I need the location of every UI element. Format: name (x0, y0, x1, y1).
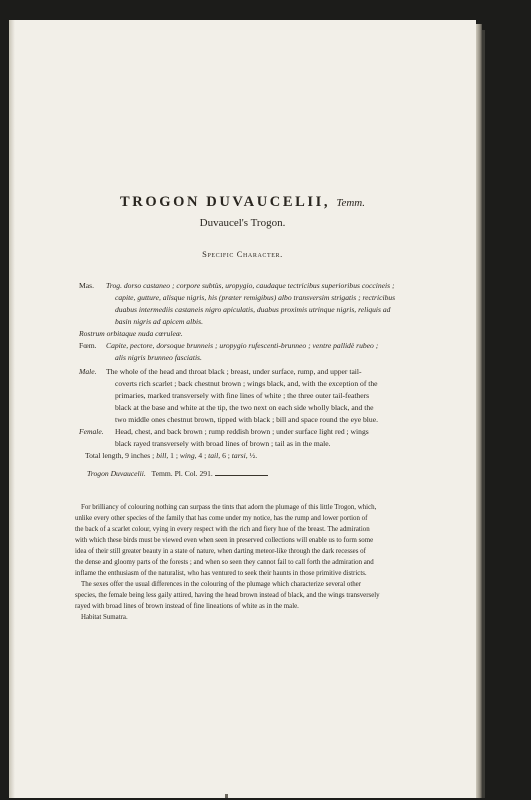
paragraph-line: For brilliancy of colouring nothing can surpass the tints that adorn the plumage of this little Trogon, which, (81, 504, 377, 511)
mas-line: duabus intermediis castaneis nigro apiculatis, duabus proximis utrinque nigris, reliquis ad (115, 305, 391, 314)
male-label: Male. (79, 367, 97, 376)
page-edge (482, 30, 485, 798)
paragraph-line: rayed with broad lines of brown instead of fine lineations of white as in the male. (75, 603, 299, 610)
species-title (9, 194, 476, 211)
paragraph-line: with which these birds must be viewed even when seen in preserved collections will enable us to form some (75, 537, 374, 544)
section-rule (215, 475, 268, 476)
male-line: black at the base and white at the tip, the two next on each side wholly black, and the (115, 403, 374, 412)
page-gutter (9, 20, 15, 798)
title-genus: TROGON DUVAUCELII, (120, 194, 331, 210)
total-length: Total length, 9 inches ; bill, 1 ; wing, 4 ; tail, 6 ; tarsi, ½. (85, 451, 258, 460)
female-line: black rayed transversely with broad lines of brown ; tail as in the male. (115, 439, 331, 448)
paragraph-line: The sexes offer the usual differences in the colouring of the plumage which characterize several other (81, 581, 362, 588)
common-name: Duvaucel's Trogon. (199, 217, 286, 229)
title-authority: Temm. (336, 197, 365, 209)
rostrum-line: Rostrum orbitaque nuda cœruleæ. (79, 329, 183, 338)
mas-line: capite, gutture, alisque nigris, his (præter remigibus) albo transversim strigatis ; rectricibus (115, 293, 396, 302)
female-line: Head, chest, and back brown ; rump reddish brown ; under surface light red ; wings (115, 427, 369, 436)
female-label: Female. (79, 427, 104, 436)
mas-label: Mas. (79, 281, 94, 290)
mas-line: Trog. dorso castaneo ; corpore subtùs, uropygio, caudaque tectricibus superioribus coccineis ; (106, 281, 395, 290)
male-line: primaries, marked transversely with fine lines of white ; the three outer tail-feathers (115, 391, 370, 400)
page-mark (225, 794, 228, 798)
paragraph-line: the back of a scarlet colour, vying in every respect with the rich and fiery hue of the breast. The admiration (75, 526, 370, 533)
paragraph-line: inflame the enthusiasm of the naturalist, who has ventured to seek their haunts in those primitive districts. (75, 570, 367, 577)
foem-line: alis nigris brunneo fasciatis. (115, 353, 202, 362)
foem-label: Fœm. (79, 341, 97, 350)
foem-line: Capite, pectore, dorsoque brunneis ; uropygio rufescenti-brunneo ; ventre pallidè rubeo ; (106, 341, 379, 350)
paragraph-line: unlike every other species of the family that has come under my notice, has the rump and lower portion of (75, 515, 368, 522)
paragraph-line: the dense and gloomy parts of the forests ; and when so seen they cannot fail to call forth the admiration and (75, 559, 374, 566)
specific-character-heading: Specific Character. (202, 249, 283, 259)
reference: Trogon Duvaucelii. Temm. Pl. Col. 291. (87, 469, 213, 478)
male-line: The whole of the head and throat black ; breast, under surface, rump, and upper tail- (106, 367, 362, 376)
mas-line: basin nigris ad apicem albis. (115, 317, 203, 326)
paragraph-line: idea of their still greater beauty in a state of nature, when darting meteor-like through the dark recesses of (75, 548, 366, 555)
paragraph-line: species, the female being less gaily attired, having the head brown instead of black, and the wings transversely (75, 592, 380, 599)
male-line: coverts rich scarlet ; back chestnut brown ; wings black, and, with the exception of the (115, 379, 378, 388)
habitat: Habitat Sumatra. (81, 614, 128, 621)
book-page (9, 20, 476, 798)
male-line: two middle ones chestnut brown, tipped with black ; bill and space round the eye blue. (115, 415, 378, 424)
